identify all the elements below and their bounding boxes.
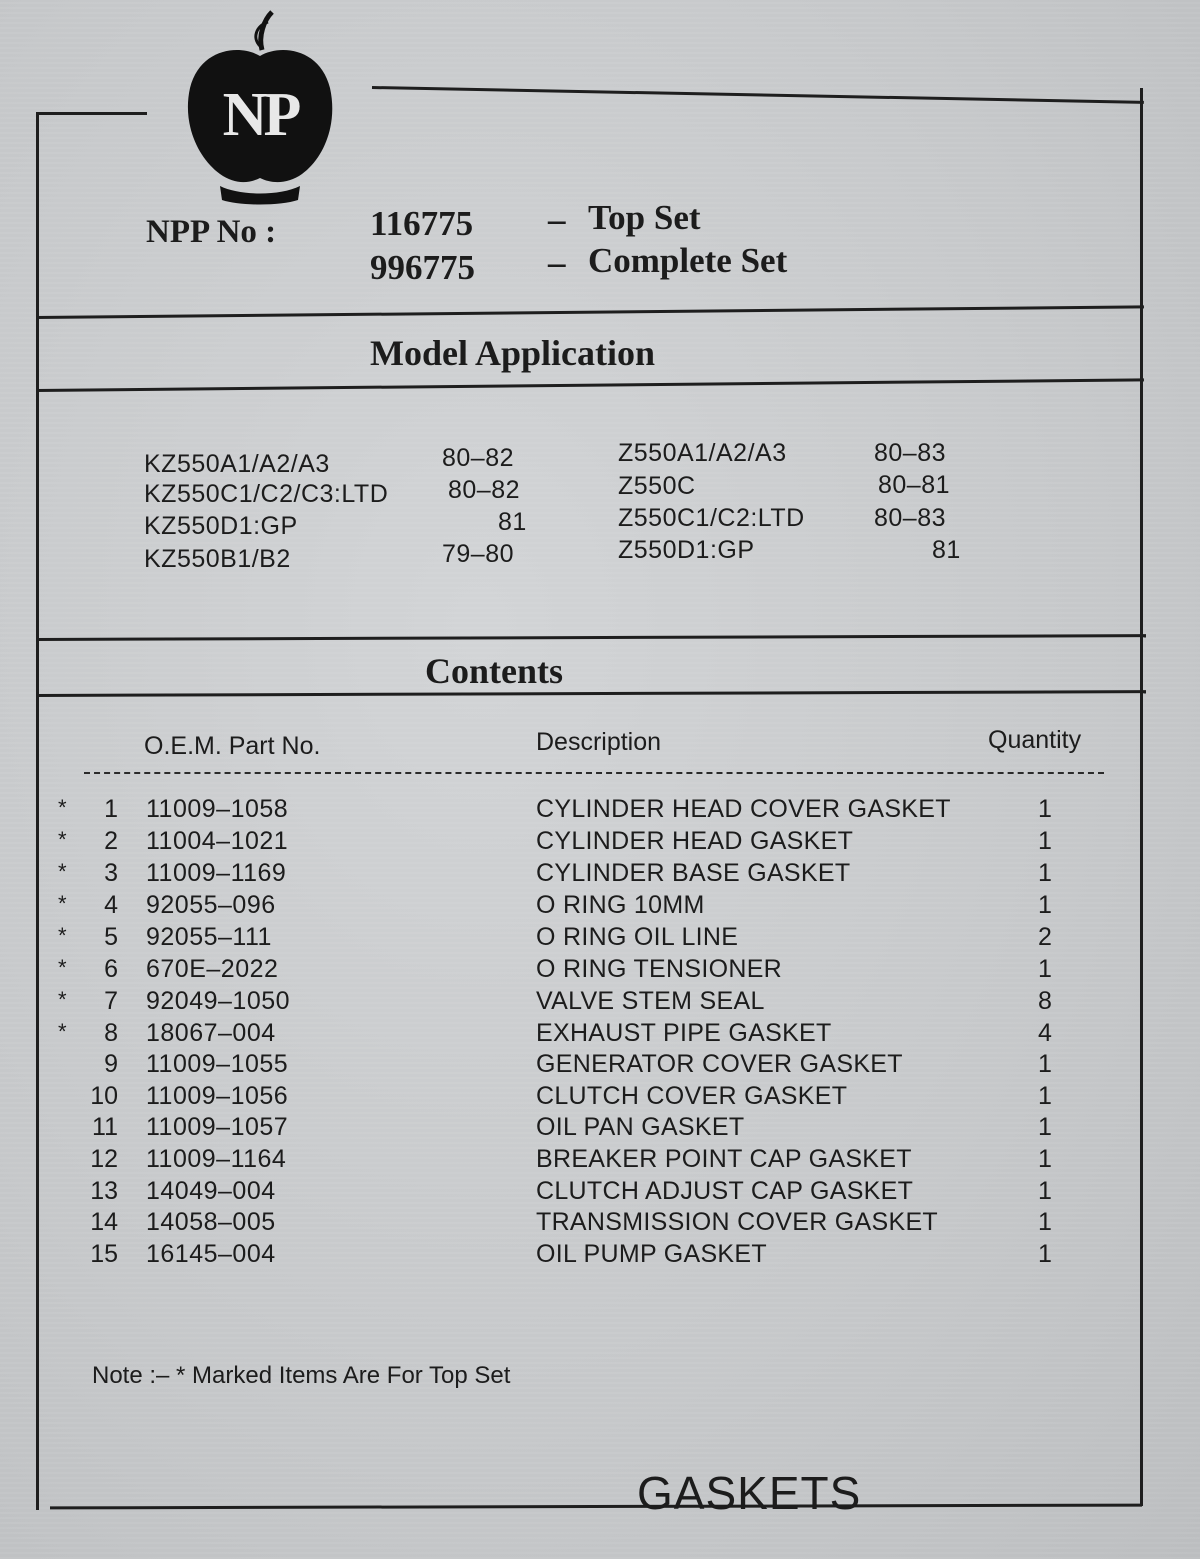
item-number: 15 xyxy=(90,1240,118,1268)
item-number: 9 xyxy=(104,1050,118,1078)
item-description: CYLINDER HEAD GASKET xyxy=(536,827,854,855)
years-right-3: 80–83 xyxy=(874,504,947,532)
years-left-4: 79–80 xyxy=(442,540,515,568)
category-label: GASKETS xyxy=(637,1467,862,1519)
model-application-title: Model Application xyxy=(370,333,656,373)
item-number: 12 xyxy=(90,1145,118,1173)
item-description: CYLINDER BASE GASKET xyxy=(536,859,851,887)
frame-top-left xyxy=(37,112,147,115)
table-row xyxy=(0,1145,1200,1177)
part-number: 92049–1050 xyxy=(146,987,291,1015)
frame-top-right xyxy=(372,86,1144,104)
top-set-mark: * xyxy=(58,891,67,916)
divider-model-bottom xyxy=(36,378,1144,392)
part-number: 11004–1021 xyxy=(146,827,289,855)
item-number: 6 xyxy=(104,955,118,983)
item-description: GENERATOR COVER GASKET xyxy=(536,1050,903,1078)
item-quantity: 1 xyxy=(1038,1240,1052,1268)
item-quantity: 1 xyxy=(1038,827,1052,855)
model-right-4: Z550D1:GP xyxy=(618,536,755,564)
part-number: 11009–1055 xyxy=(146,1050,289,1078)
logo-text: NP xyxy=(222,81,298,149)
part-number: 92055–096 xyxy=(146,891,276,919)
item-number: 13 xyxy=(90,1177,118,1205)
item-number: 2 xyxy=(104,827,118,855)
frame-bottom xyxy=(50,1504,1142,1510)
model-left-4: KZ550B1/B2 xyxy=(144,545,291,573)
table-row xyxy=(0,1177,1200,1209)
years-left-3: 81 xyxy=(498,508,527,536)
years-left-1: 80–82 xyxy=(442,444,515,472)
item-number: 7 xyxy=(104,987,118,1015)
table-row xyxy=(0,1019,1200,1051)
top-set-note: Note :– * Marked Items Are For Top Set xyxy=(92,1362,511,1389)
top-set-mark: * xyxy=(58,859,67,884)
table-row xyxy=(0,923,1200,955)
item-description: EXHAUST PIPE GASKET xyxy=(536,1019,832,1047)
table-row xyxy=(0,795,1200,827)
item-description: O RING OIL LINE xyxy=(536,923,739,951)
header-quantity: Quantity xyxy=(988,726,1082,754)
item-number: 4 xyxy=(104,891,118,919)
item-description: O RING 10MM xyxy=(536,891,705,919)
top-set-mark: * xyxy=(58,987,67,1012)
part-number: 14058–005 xyxy=(146,1208,276,1236)
item-quantity: 1 xyxy=(1038,795,1052,823)
np-apple-logo xyxy=(180,8,340,208)
item-number: 5 xyxy=(104,923,118,951)
item-number: 3 xyxy=(104,859,118,887)
item-quantity: 1 xyxy=(1038,1208,1052,1236)
top-set-mark: * xyxy=(58,795,67,820)
item-description: O RING TENSIONER xyxy=(536,955,783,983)
item-description: OIL PAN GASKET xyxy=(536,1113,745,1141)
npp-dash-complete-set: – xyxy=(548,243,566,282)
npp-number-top-set: 116775 xyxy=(370,204,474,243)
table-row xyxy=(0,827,1200,859)
npp-label: NPP No : xyxy=(146,214,277,250)
item-quantity: 1 xyxy=(1038,1082,1052,1110)
divider-contents-bottom xyxy=(36,690,1146,697)
years-right-1: 80–83 xyxy=(874,439,947,467)
table-row xyxy=(0,1113,1200,1145)
model-right-3: Z550C1/C2:LTD xyxy=(618,504,805,532)
item-quantity: 1 xyxy=(1038,1113,1052,1141)
item-quantity: 2 xyxy=(1038,923,1052,951)
item-description: CLUTCH ADJUST CAP GASKET xyxy=(536,1177,914,1205)
item-description: TRANSMISSION COVER GASKET xyxy=(536,1208,939,1236)
model-right-2: Z550C xyxy=(618,472,696,500)
header-dashed-rule xyxy=(84,772,1104,774)
item-description: VALVE STEM SEAL xyxy=(536,987,765,1015)
model-left-3: KZ550D1:GP xyxy=(144,512,298,540)
years-right-2: 80–81 xyxy=(878,471,951,499)
table-row xyxy=(0,1050,1200,1082)
part-number: 11009–1169 xyxy=(146,859,287,887)
top-set-mark: * xyxy=(58,955,67,980)
npp-dash-top-set: – xyxy=(548,200,566,239)
item-description: BREAKER POINT CAP GASKET xyxy=(536,1145,912,1173)
item-quantity: 1 xyxy=(1038,1050,1052,1078)
table-row xyxy=(0,1240,1200,1272)
part-number: 670E–2022 xyxy=(146,955,279,983)
item-number: 11 xyxy=(92,1113,118,1141)
part-number: 18067–004 xyxy=(146,1019,276,1047)
table-row xyxy=(0,891,1200,923)
model-left-2: KZ550C1/C2/C3:LTD xyxy=(144,480,389,508)
table-row xyxy=(0,955,1200,987)
item-description: OIL PUMP GASKET xyxy=(536,1240,767,1268)
model-right-1: Z550A1/A2/A3 xyxy=(618,439,787,467)
item-number: 1 xyxy=(104,795,118,823)
top-set-mark: * xyxy=(58,1019,67,1044)
npp-number-complete-set: 996775 xyxy=(370,248,475,287)
table-row xyxy=(0,1082,1200,1114)
part-number: 11009–1058 xyxy=(146,795,289,823)
header-part-number: O.E.M. Part No. xyxy=(144,732,321,760)
divider-contents-top xyxy=(36,634,1146,641)
part-number: 11009–1164 xyxy=(146,1145,287,1173)
item-quantity: 1 xyxy=(1038,891,1052,919)
item-quantity: 8 xyxy=(1038,987,1052,1015)
table-row xyxy=(0,987,1200,1019)
model-left-1: KZ550A1/A2/A3 xyxy=(144,450,330,478)
item-quantity: 1 xyxy=(1038,955,1052,983)
npp-name-top-set: Top Set xyxy=(588,198,701,237)
part-number: 11009–1057 xyxy=(146,1113,289,1141)
item-number: 14 xyxy=(90,1208,118,1236)
item-number: 8 xyxy=(104,1019,118,1047)
part-number: 14049–004 xyxy=(146,1177,276,1205)
divider-model-top xyxy=(36,305,1144,319)
years-right-4: 81 xyxy=(932,536,961,564)
item-description: CLUTCH COVER GASKET xyxy=(536,1082,848,1110)
item-quantity: 1 xyxy=(1038,859,1052,887)
item-quantity: 1 xyxy=(1038,1145,1052,1173)
contents-title: Contents xyxy=(425,651,564,691)
table-row xyxy=(0,859,1200,891)
part-number: 11009–1056 xyxy=(146,1082,289,1110)
table-row xyxy=(0,1208,1200,1240)
top-set-mark: * xyxy=(58,827,67,852)
npp-name-complete-set: Complete Set xyxy=(588,241,788,280)
part-number: 16145–004 xyxy=(146,1240,276,1268)
item-description: CYLINDER HEAD COVER GASKET xyxy=(536,795,951,823)
header-description: Description xyxy=(536,728,662,756)
item-quantity: 4 xyxy=(1038,1019,1052,1047)
top-set-mark: * xyxy=(58,923,67,948)
item-quantity: 1 xyxy=(1038,1177,1052,1205)
item-number: 10 xyxy=(90,1082,118,1110)
years-left-2: 80–82 xyxy=(448,476,521,504)
part-number: 92055–111 xyxy=(146,923,272,951)
